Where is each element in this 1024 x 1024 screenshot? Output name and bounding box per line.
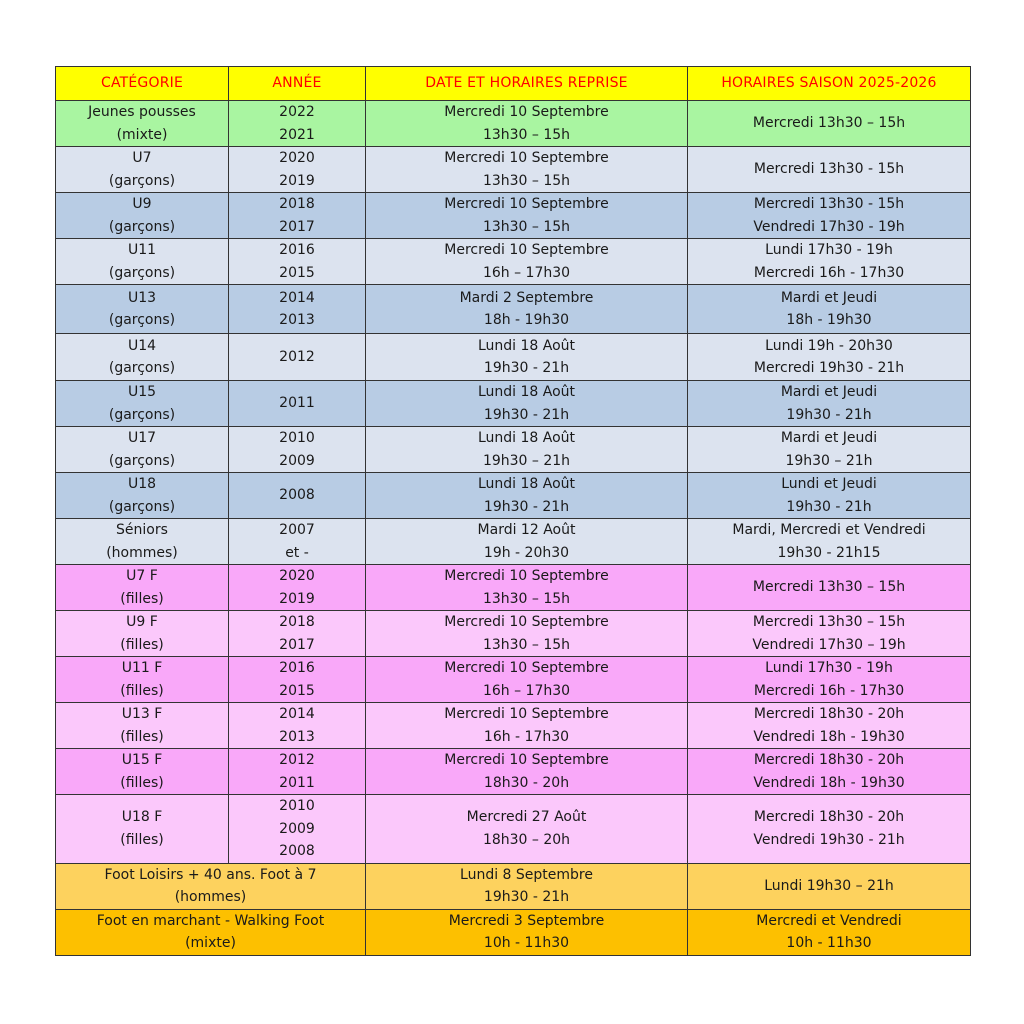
reprise-cell bbox=[366, 611, 688, 657]
category-cell-line: U11 bbox=[127, 242, 157, 258]
saison-cell-line: Mercredi 13h30 – 15h bbox=[752, 614, 906, 630]
year-cell bbox=[229, 101, 366, 147]
saison-cell-line: Mercredi 18h30 - 20h bbox=[753, 752, 905, 768]
year-cell bbox=[229, 749, 366, 795]
saison-cell bbox=[688, 749, 971, 795]
category-cell-line: U14 bbox=[127, 337, 157, 354]
year-cell-line: 2012 bbox=[279, 752, 315, 768]
category-cell-line: (garçons) bbox=[108, 312, 176, 328]
reprise-cell-line: 16h - 17h30 bbox=[483, 728, 570, 745]
reprise-cell-line: Mercredi 10 Septembre bbox=[444, 568, 609, 584]
reprise-cell-line: Mercredi 10 Septembre bbox=[444, 660, 609, 676]
saison-cell-line: Mercredi 13h30 – 15h bbox=[752, 115, 906, 132]
category-cell-line: (filles) bbox=[120, 728, 164, 745]
year-cell bbox=[229, 519, 366, 565]
year-cell-line: 2011 bbox=[279, 395, 315, 412]
saison-cell bbox=[688, 381, 971, 427]
reprise-cell bbox=[366, 749, 688, 795]
category-cell bbox=[56, 427, 229, 473]
saison-cell-line: Mercredi 18h30 - 20h bbox=[753, 706, 905, 722]
saison-cell-line: Vendredi 18h - 19h30 bbox=[753, 728, 905, 745]
saison-cell-line: 19h30 - 21h bbox=[786, 406, 872, 423]
reprise-cell-line: 13h30 – 15h bbox=[482, 126, 571, 143]
saison-cell bbox=[688, 147, 971, 193]
year-cell-line: 2019 bbox=[279, 590, 315, 607]
table-row bbox=[56, 703, 971, 749]
table-row bbox=[56, 427, 971, 473]
saison-cell bbox=[688, 657, 971, 703]
reprise-cell-line: Mardi 2 Septembre bbox=[459, 289, 594, 306]
reprise-cell bbox=[366, 147, 688, 193]
saison-cell-line: Mercredi 16h - 17h30 bbox=[753, 264, 905, 281]
reprise-cell-line: Lundi 18 Août bbox=[477, 337, 576, 354]
category-cell-line: (mixte) bbox=[185, 935, 236, 951]
year-cell bbox=[229, 565, 366, 611]
reprise-cell-line: 19h30 - 21h bbox=[483, 889, 570, 905]
year-cell-line: 2008 bbox=[279, 487, 315, 504]
year-cell-line: 2015 bbox=[279, 682, 315, 699]
saison-cell bbox=[688, 239, 971, 285]
reprise-cell-line: Lundi 18 Août bbox=[477, 384, 576, 400]
reprise-cell-line: 13h30 – 15h bbox=[482, 636, 571, 653]
saison-cell-line: Lundi 19h30 – 21h bbox=[764, 877, 894, 894]
table-row bbox=[56, 519, 971, 565]
header-saison: HORAIRES SAISON 2025-2026 bbox=[688, 67, 971, 101]
category-cell-line: U15 bbox=[127, 384, 157, 400]
category-cell-line: U15 F bbox=[121, 752, 163, 768]
year-cell-line: 2020 bbox=[279, 568, 315, 584]
table-row bbox=[56, 381, 971, 427]
reprise-cell-line: Mercredi 10 Septembre bbox=[444, 150, 609, 166]
reprise-cell-line: 13h30 – 15h bbox=[482, 172, 571, 189]
table-row bbox=[56, 239, 971, 285]
category-cell-line: (filles) bbox=[120, 590, 164, 607]
category-cell-line: U9 F bbox=[126, 614, 158, 630]
saison-cell bbox=[688, 427, 971, 473]
reprise-cell-line: Mercredi 27 Août bbox=[466, 809, 587, 826]
header-reprise: DATE ET HORAIRES REPRISE bbox=[366, 67, 688, 101]
year-cell-line: 2007 bbox=[279, 522, 315, 538]
saison-cell bbox=[688, 863, 971, 909]
saison-cell bbox=[688, 565, 971, 611]
category-cell-line: Séniors bbox=[116, 522, 168, 538]
category-cell-line: U11 F bbox=[121, 660, 163, 676]
year-cell bbox=[229, 193, 366, 239]
saison-cell bbox=[688, 334, 971, 381]
saison-cell-line: Mercredi 18h30 - 20h bbox=[753, 809, 905, 826]
saison-cell-line: Mardi et Jeudi bbox=[780, 384, 878, 400]
category-cell-line: (mixte) bbox=[116, 126, 168, 143]
year-cell bbox=[229, 795, 366, 864]
category-cell bbox=[56, 657, 229, 703]
year-cell-line: et - bbox=[285, 544, 309, 561]
year-cell-line: 2009 bbox=[279, 452, 315, 469]
year-cell-line: 2014 bbox=[279, 289, 315, 306]
category-cell bbox=[56, 749, 229, 795]
saison-cell bbox=[688, 101, 971, 147]
year-cell bbox=[229, 239, 366, 285]
category-cell bbox=[56, 565, 229, 611]
year-cell-line: 2017 bbox=[279, 218, 315, 235]
category-cell-line: (garçons) bbox=[108, 264, 176, 281]
category-cell-line: Foot Loisirs + 40 ans. Foot à 7 bbox=[104, 866, 317, 883]
year-cell-line: 2013 bbox=[279, 312, 315, 328]
category-cell-line: (garçons) bbox=[108, 452, 176, 469]
year-cell bbox=[229, 427, 366, 473]
year-cell-line: 2019 bbox=[279, 172, 315, 189]
reprise-cell bbox=[366, 193, 688, 239]
saison-cell-line: Vendredi 17h30 – 19h bbox=[752, 636, 906, 653]
year-cell-line: 2010 bbox=[279, 430, 315, 446]
year-cell bbox=[229, 381, 366, 427]
year-cell bbox=[229, 657, 366, 703]
saison-cell-line: Mercredi 13h30 – 15h bbox=[752, 579, 906, 596]
table-row bbox=[56, 193, 971, 239]
reprise-cell-line: 16h – 17h30 bbox=[482, 264, 571, 281]
table-row bbox=[56, 285, 971, 334]
year-cell bbox=[229, 473, 366, 519]
saison-cell-line: Mercredi 13h30 - 15h bbox=[753, 196, 905, 212]
category-cell-line: U13 bbox=[127, 289, 157, 306]
category-cell bbox=[56, 381, 229, 427]
reprise-cell-line: Mardi 12 Août bbox=[477, 522, 576, 538]
year-cell bbox=[229, 147, 366, 193]
saison-cell bbox=[688, 703, 971, 749]
table-row bbox=[56, 795, 971, 864]
year-cell-line: 2022 bbox=[279, 104, 315, 120]
reprise-cell-line: 19h - 20h30 bbox=[483, 544, 570, 561]
category-cell bbox=[56, 519, 229, 565]
table-row bbox=[56, 749, 971, 795]
saison-cell bbox=[688, 795, 971, 864]
reprise-cell-line: 16h – 17h30 bbox=[482, 682, 571, 699]
category-cell-line: U13 F bbox=[121, 706, 163, 722]
reprise-cell-line: Mercredi 10 Septembre bbox=[444, 242, 609, 258]
saison-cell-line: Mercredi 16h - 17h30 bbox=[753, 682, 905, 699]
category-cell-line: (hommes) bbox=[174, 889, 247, 905]
saison-cell-line: 18h - 19h30 bbox=[786, 312, 872, 328]
table-row bbox=[56, 101, 971, 147]
saison-cell-line: Vendredi 17h30 - 19h bbox=[753, 218, 905, 235]
saison-cell bbox=[688, 285, 971, 334]
saison-cell-line: 19h30 – 21h bbox=[785, 452, 873, 469]
year-cell-line: 2009 bbox=[279, 820, 315, 837]
saison-cell-line: Lundi et Jeudi bbox=[781, 476, 877, 492]
year-cell bbox=[229, 703, 366, 749]
category-cell-line: U7 bbox=[132, 150, 152, 166]
table-row bbox=[56, 657, 971, 703]
reprise-cell-line: 19h30 - 21h bbox=[483, 406, 570, 423]
saison-cell bbox=[688, 909, 971, 955]
saison-cell-line: Lundi 17h30 - 19h bbox=[765, 660, 893, 676]
reprise-cell bbox=[366, 519, 688, 565]
category-cell bbox=[56, 795, 229, 864]
reprise-cell bbox=[366, 239, 688, 285]
category-cell bbox=[56, 101, 229, 147]
category-cell-line: U17 bbox=[127, 430, 157, 446]
year-cell-line: 2017 bbox=[279, 636, 315, 653]
category-cell-line: Foot en marchant - Walking Foot bbox=[96, 912, 325, 929]
table-row bbox=[56, 147, 971, 193]
saison-cell-line: Lundi 19h - 20h30 bbox=[765, 337, 893, 354]
saison-cell bbox=[688, 519, 971, 565]
schedule-body bbox=[56, 101, 971, 956]
category-cell-line: (garçons) bbox=[108, 360, 176, 376]
header-year: ANNÉE bbox=[229, 67, 366, 101]
category-cell bbox=[56, 611, 229, 657]
saison-cell-line: Mardi et Jeudi bbox=[780, 289, 878, 306]
saison-cell-line: Mercredi et Vendredi bbox=[756, 912, 902, 929]
saison-cell bbox=[688, 193, 971, 239]
reprise-cell bbox=[366, 703, 688, 749]
reprise-cell bbox=[366, 795, 688, 864]
reprise-cell-line: Mercredi 10 Septembre bbox=[444, 706, 609, 722]
category-cell-line: (garçons) bbox=[108, 498, 176, 515]
category-cell bbox=[56, 239, 229, 285]
reprise-cell bbox=[366, 101, 688, 147]
reprise-cell-line: 13h30 – 15h bbox=[482, 590, 571, 607]
reprise-cell bbox=[366, 657, 688, 703]
reprise-cell bbox=[366, 909, 688, 955]
year-cell-line: 2020 bbox=[279, 150, 315, 166]
year-cell-line: 2011 bbox=[279, 774, 315, 791]
reprise-cell bbox=[366, 863, 688, 909]
saison-cell-line: Mardi et Jeudi bbox=[780, 430, 878, 446]
reprise-cell-line: 10h - 11h30 bbox=[483, 935, 570, 951]
year-cell-line: 2018 bbox=[279, 196, 315, 212]
category-cell-line: (filles) bbox=[120, 831, 164, 848]
reprise-cell-line: 19h30 - 21h bbox=[483, 498, 570, 515]
saison-cell-line: 10h - 11h30 bbox=[786, 935, 872, 951]
saison-cell-line: Vendredi 19h30 - 21h bbox=[753, 831, 905, 848]
saison-cell-line: Vendredi 18h - 19h30 bbox=[753, 774, 905, 791]
table-row bbox=[56, 473, 971, 519]
header-row bbox=[56, 67, 971, 101]
reprise-cell-line: Mercredi 3 Septembre bbox=[448, 912, 605, 929]
category-cell bbox=[56, 863, 366, 909]
category-cell bbox=[56, 909, 366, 955]
category-cell-line: (garçons) bbox=[108, 218, 176, 235]
saison-cell-line: Mercredi 13h30 - 15h bbox=[753, 161, 905, 178]
category-cell bbox=[56, 473, 229, 519]
schedule-table bbox=[55, 66, 971, 956]
reprise-cell-line: Mercredi 10 Septembre bbox=[444, 614, 609, 630]
category-cell-line: U9 bbox=[132, 196, 152, 212]
year-cell-line: 2012 bbox=[279, 348, 315, 365]
category-cell-line: (filles) bbox=[120, 636, 164, 653]
category-cell-line: (filles) bbox=[120, 682, 164, 699]
reprise-cell-line: 18h30 – 20h bbox=[482, 831, 571, 848]
reprise-cell-line: Mercredi 10 Septembre bbox=[444, 196, 609, 212]
category-cell-line: (garçons) bbox=[108, 172, 176, 189]
header-category: CATÉGORIE bbox=[56, 67, 229, 101]
category-cell-line: U18 bbox=[127, 476, 157, 492]
reprise-cell bbox=[366, 565, 688, 611]
category-cell-line: U7 F bbox=[126, 568, 158, 584]
year-cell-line: 2015 bbox=[279, 264, 315, 281]
reprise-cell-line: 18h30 - 20h bbox=[483, 774, 570, 791]
category-cell-line: (hommes) bbox=[106, 544, 178, 561]
category-cell bbox=[56, 147, 229, 193]
table-row bbox=[56, 334, 971, 381]
reprise-cell bbox=[366, 427, 688, 473]
year-cell-line: 2008 bbox=[279, 843, 315, 859]
category-cell bbox=[56, 334, 229, 381]
category-cell-line: (filles) bbox=[120, 774, 164, 791]
year-cell bbox=[229, 334, 366, 381]
reprise-cell-line: Lundi 8 Septembre bbox=[460, 866, 593, 883]
reprise-cell bbox=[366, 473, 688, 519]
year-cell bbox=[229, 611, 366, 657]
category-cell bbox=[56, 703, 229, 749]
category-cell bbox=[56, 193, 229, 239]
reprise-cell-line: Lundi 18 Août bbox=[477, 476, 576, 492]
table-row bbox=[56, 863, 971, 909]
reprise-cell-line: 19h30 – 21h bbox=[482, 452, 571, 469]
reprise-cell bbox=[366, 285, 688, 334]
year-cell-line: 2016 bbox=[279, 242, 315, 258]
reprise-cell bbox=[366, 334, 688, 381]
reprise-cell-line: Mercredi 10 Septembre bbox=[444, 752, 609, 768]
reprise-cell-line: Mercredi 10 Septembre bbox=[444, 104, 609, 120]
category-cell bbox=[56, 285, 229, 334]
year-cell bbox=[229, 285, 366, 334]
reprise-cell-line: 18h - 19h30 bbox=[483, 312, 570, 328]
table-row bbox=[56, 909, 971, 955]
category-cell-line: U18 F bbox=[121, 809, 163, 826]
saison-cell bbox=[688, 611, 971, 657]
table-row bbox=[56, 611, 971, 657]
saison-cell-line: 19h30 - 21h bbox=[786, 498, 872, 515]
saison-cell-line: Mercredi 19h30 - 21h bbox=[753, 360, 905, 376]
year-cell-line: 2021 bbox=[279, 126, 315, 143]
year-cell-line: 2014 bbox=[279, 706, 315, 722]
year-cell-line: 2010 bbox=[279, 798, 315, 814]
reprise-cell bbox=[366, 381, 688, 427]
saison-cell bbox=[688, 473, 971, 519]
year-cell-line: 2016 bbox=[279, 660, 315, 676]
year-cell-line: 2018 bbox=[279, 614, 315, 630]
saison-cell-line: 19h30 - 21h15 bbox=[777, 544, 881, 561]
category-cell-line: (garçons) bbox=[108, 406, 176, 423]
category-cell-line: Jeunes pousses bbox=[88, 104, 196, 120]
reprise-cell-line: 13h30 – 15h bbox=[482, 218, 571, 235]
table-row bbox=[56, 565, 971, 611]
reprise-cell-line: Lundi 18 Août bbox=[477, 430, 576, 446]
saison-cell-line: Mardi, Mercredi et Vendredi bbox=[732, 522, 926, 538]
reprise-cell-line: 19h30 - 21h bbox=[483, 360, 570, 376]
year-cell-line: 2013 bbox=[279, 728, 315, 745]
saison-cell-line: Lundi 17h30 - 19h bbox=[765, 242, 893, 258]
